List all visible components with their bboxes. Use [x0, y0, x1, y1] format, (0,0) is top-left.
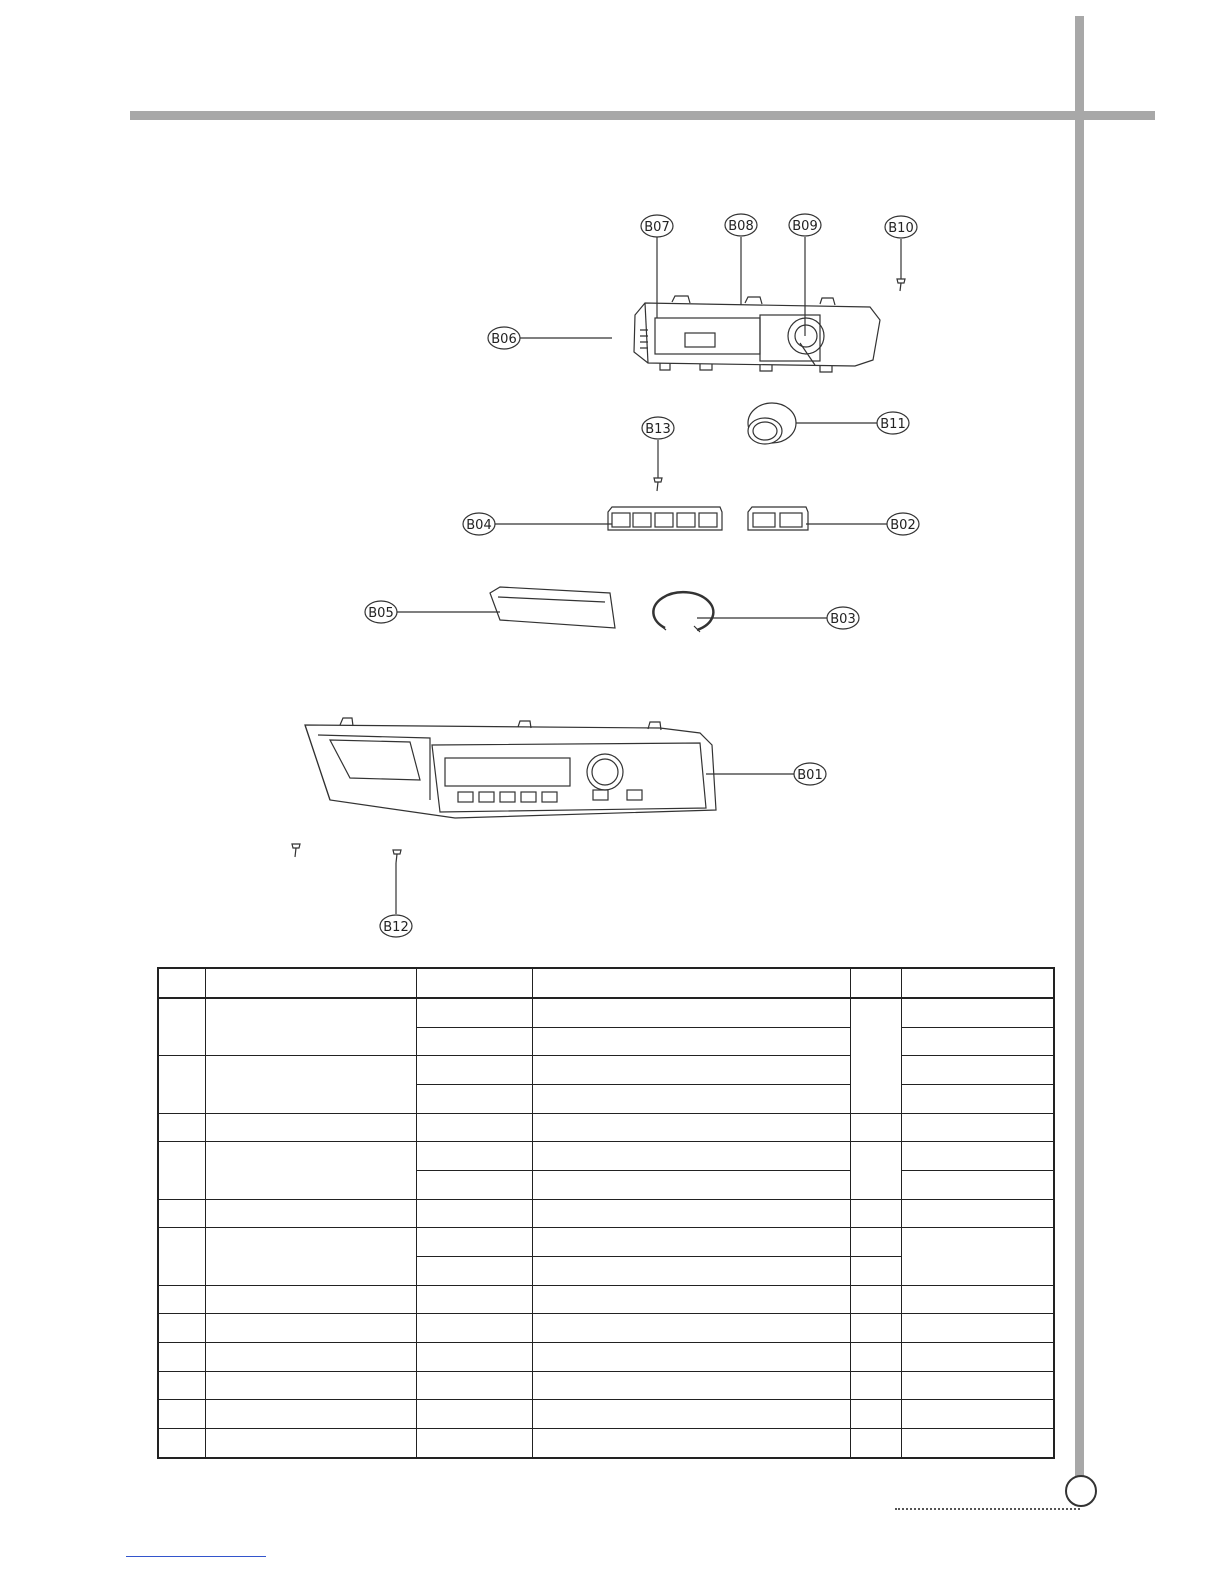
table-cell — [416, 1429, 532, 1458]
table-cell — [532, 1228, 850, 1257]
table-cell — [416, 1027, 532, 1056]
table-cell — [416, 1113, 532, 1142]
callout-label: B11 — [880, 417, 906, 432]
table-cell — [532, 1199, 850, 1228]
table-cell — [850, 1285, 901, 1314]
callout-label: B12 — [383, 920, 409, 935]
screw-b12 — [292, 844, 401, 863]
screw-b13 — [654, 478, 662, 491]
table-cell — [205, 1343, 416, 1372]
table-cell — [850, 1314, 901, 1343]
callout-b06 — [488, 327, 520, 349]
table-cell — [205, 1400, 416, 1429]
table-cell — [850, 998, 901, 1113]
callout-b12 — [380, 915, 412, 937]
table-cell — [901, 1228, 1054, 1285]
table-row — [158, 1371, 1054, 1400]
table-cell — [158, 1056, 205, 1113]
table-cell — [205, 1056, 416, 1113]
table-cell — [532, 1027, 850, 1056]
callout-label: B04 — [466, 518, 492, 533]
table-cell — [416, 1285, 532, 1314]
table-row — [158, 1199, 1054, 1228]
table-cell — [532, 1113, 850, 1142]
callout-b08 — [725, 214, 757, 236]
table-cell — [532, 1085, 850, 1114]
callout-b03 — [827, 607, 859, 629]
table-cell — [205, 1371, 416, 1400]
table-cell — [532, 1314, 850, 1343]
callout-b02 — [887, 513, 919, 535]
header-cell-description — [532, 968, 850, 998]
table-row — [158, 1314, 1054, 1343]
table-cell — [158, 1343, 205, 1372]
table-cell — [532, 1285, 850, 1314]
table-cell — [158, 1113, 205, 1142]
table-cell — [901, 998, 1054, 1027]
button-strip-b02 — [748, 507, 808, 530]
table-cell — [205, 998, 416, 1056]
table-cell — [901, 1314, 1054, 1343]
table-cell — [901, 1343, 1054, 1372]
table-cell — [850, 1142, 901, 1199]
table-row — [158, 1429, 1054, 1458]
table-cell — [205, 1285, 416, 1314]
table-cell — [416, 1085, 532, 1114]
program-knob — [748, 403, 796, 444]
table-cell — [416, 1056, 532, 1085]
table-row — [158, 1113, 1054, 1142]
callout-label: B03 — [830, 612, 856, 627]
table-row — [158, 1228, 1054, 1257]
table-cell — [158, 1228, 205, 1285]
dotted-footer-line — [895, 1508, 1080, 1510]
callout-b07 — [641, 215, 673, 237]
table-cell — [205, 1429, 416, 1458]
table-cell — [901, 1171, 1054, 1200]
table-cell — [901, 1400, 1054, 1429]
table-cell — [850, 1343, 901, 1372]
callout-label: B08 — [728, 219, 754, 234]
callout-label: B13 — [645, 422, 671, 437]
table-cell — [416, 1199, 532, 1228]
page-number-circle — [1065, 1475, 1097, 1507]
footer-link-underline — [126, 1556, 266, 1557]
table-cell — [416, 1257, 532, 1286]
table-cell — [850, 1371, 901, 1400]
knob-ring-b03 — [653, 592, 713, 632]
table-cell — [416, 1371, 532, 1400]
table-cell — [901, 1142, 1054, 1171]
callout-b10 — [885, 216, 917, 238]
table-cell — [901, 1085, 1054, 1114]
table-cell — [416, 1228, 532, 1257]
callout-label: B06 — [491, 332, 517, 347]
table-cell — [901, 1429, 1054, 1458]
table-cell — [158, 1142, 205, 1199]
table-header-row — [158, 968, 1054, 998]
table-cell — [850, 1400, 901, 1429]
table-cell — [158, 1429, 205, 1458]
table-cell — [416, 1142, 532, 1171]
table-cell — [158, 1400, 205, 1429]
callout-b05 — [365, 601, 397, 623]
table-cell — [416, 1343, 532, 1372]
callout-label: B02 — [890, 518, 916, 533]
table-cell — [532, 998, 850, 1027]
table-cell — [901, 1285, 1054, 1314]
table-cell — [532, 1257, 850, 1286]
table-cell — [158, 1371, 205, 1400]
table-cell — [532, 1343, 850, 1372]
control-panel-b01 — [305, 718, 716, 818]
screw-b10 — [897, 279, 905, 291]
callout-b11 — [877, 412, 909, 434]
table-cell — [416, 1171, 532, 1200]
table-cell — [532, 1142, 850, 1171]
table-cell — [850, 1257, 901, 1286]
callout-label: B01 — [797, 768, 823, 783]
table-cell — [532, 1429, 850, 1458]
table-cell — [158, 998, 205, 1056]
callout-b09 — [789, 214, 821, 236]
parts-list-table — [157, 967, 1055, 1459]
table-cell — [158, 1314, 205, 1343]
table-cell — [850, 1113, 901, 1142]
table-cell — [416, 1314, 532, 1343]
table-row — [158, 1400, 1054, 1429]
callout-label: B10 — [888, 221, 914, 236]
button-strip-b04 — [608, 507, 722, 530]
table-cell — [901, 1113, 1054, 1142]
table-row — [158, 1142, 1054, 1171]
table-cell — [532, 1371, 850, 1400]
callout-label: B07 — [644, 220, 670, 235]
table-cell — [532, 1400, 850, 1429]
display-window-b05 — [490, 587, 615, 628]
table-cell — [850, 1199, 901, 1228]
pcb-board-assembly — [634, 296, 880, 372]
table-cell — [901, 1371, 1054, 1400]
table-cell — [416, 998, 532, 1027]
table-cell — [416, 1400, 532, 1429]
table-cell — [158, 1199, 205, 1228]
table-row — [158, 1285, 1054, 1314]
table-cell — [901, 1027, 1054, 1056]
callout-b04 — [463, 513, 495, 535]
callout-b13 — [642, 417, 674, 439]
table-cell — [901, 1199, 1054, 1228]
table-cell — [205, 1314, 416, 1343]
callout-b01 — [794, 763, 826, 785]
header-cell-remark — [901, 968, 1054, 998]
header-cell-part-name — [205, 968, 416, 998]
table-row — [158, 1056, 1054, 1085]
table-cell — [850, 1228, 901, 1257]
header-cell-part-code — [416, 968, 532, 998]
table-cell — [205, 1113, 416, 1142]
table-row — [158, 1343, 1054, 1372]
callout-label: B09 — [792, 219, 818, 234]
callout-label: B05 — [368, 606, 394, 621]
table-cell — [205, 1228, 416, 1285]
table-row — [158, 998, 1054, 1027]
table-cell — [850, 1429, 901, 1458]
table-cell — [205, 1142, 416, 1199]
header-cell-no — [158, 968, 205, 998]
table-cell — [901, 1056, 1054, 1085]
table-cell — [532, 1171, 850, 1200]
table-cell — [205, 1199, 416, 1228]
header-cell-qty — [850, 968, 901, 998]
table-cell — [158, 1285, 205, 1314]
table-cell — [532, 1056, 850, 1085]
